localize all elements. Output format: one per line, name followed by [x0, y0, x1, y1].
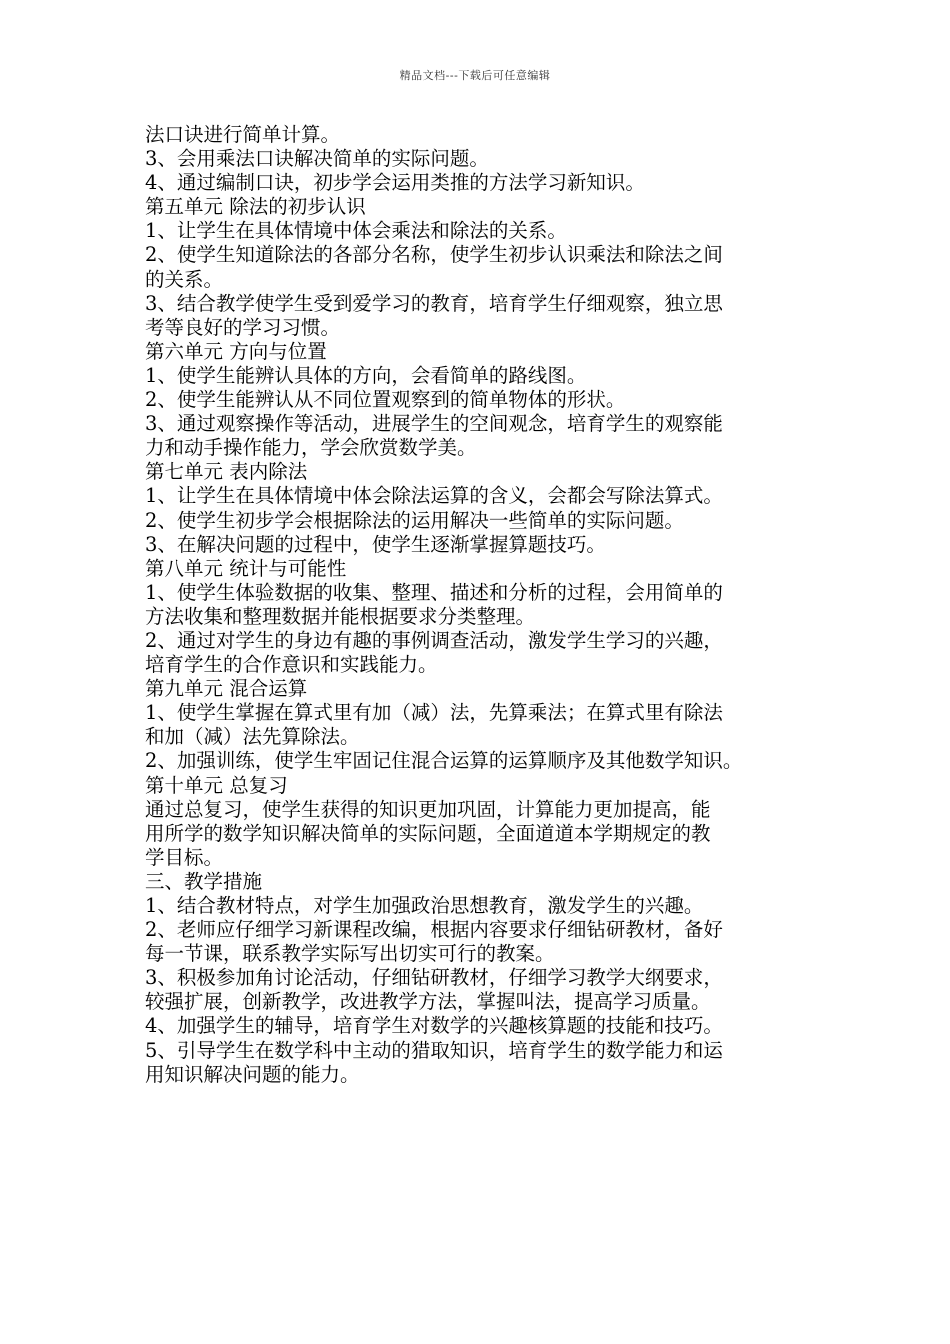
text-line: 2、通过对学生的身边有趣的事例调查活动，激发学生学习的兴趣， — [145, 628, 723, 652]
section-heading: 第八单元 统计与可能性 — [145, 556, 347, 580]
text-line: 3、会用乘法口诀解决简单的实际问题。 — [145, 147, 489, 171]
text-line: 2、使学生初步学会根据除法的运用解决一些简单的实际问题。 — [145, 508, 684, 532]
text-line: 学目标。 — [145, 845, 224, 869]
text-line: 用所学的数学知识解决简单的实际问题，全面道道本学期规定的教 — [145, 821, 711, 845]
page-header: 精品文档---下载后可任意编辑 — [399, 69, 551, 82]
document-body — [145, 123, 825, 1087]
text-line: 3、通过观察操作等活动，进展学生的空间观念，培育学生的观察能 — [145, 412, 723, 436]
text-line: 3、结合教学使学生受到爱学习的教育，培育学生仔细观察，独立思 — [145, 291, 723, 315]
text-line: 2、使学生能辨认从不同位置观察到的简单物体的形状。 — [145, 388, 626, 412]
text-line: 法口诀进行简单计算。 — [145, 123, 341, 146]
text-line: 每一节课，联系教学实际写出切实可行的教案。 — [145, 942, 555, 966]
text-line: 4、通过编制口诀，初步学会运用类推的方法学习新知识。 — [145, 171, 645, 195]
text-line: 2、使学生知道除法的各部分名称，使学生初步认识乘法和除法之间 — [145, 243, 723, 267]
section-heading: 三、教学措施 — [145, 869, 263, 893]
text-line: 培育学生的合作意识和实践能力。 — [145, 653, 438, 677]
text-line: 5、引导学生在数学科中主动的猎取知识，培育学生的数学能力和运 — [145, 1038, 723, 1062]
text-line: 的关系。 — [145, 267, 224, 291]
section-heading: 第六单元 方向与位置 — [145, 339, 327, 363]
text-line: 3、在解决问题的过程中，使学生逐渐掌握算题技巧。 — [145, 532, 606, 556]
text-line: 考等良好的学习习惯。 — [145, 315, 341, 339]
text-line: 通过总复习，使学生获得的知识更加巩固，计算能力更加提高，能 — [145, 797, 711, 821]
text-line: 和加（减）法先算除法。 — [145, 725, 360, 749]
section-heading: 第七单元 表内除法 — [145, 460, 308, 484]
text-line: 1、让学生在具体情境中体会除法运算的含义，会都会写除法算式。 — [145, 484, 723, 508]
text-line: 2、加强训练，使学生牢固记住混合运算的运算顺序及其他数学知识。 — [145, 749, 743, 773]
section-heading: 第十单元 总复习 — [145, 773, 288, 797]
section-heading: 第五单元 除法的初步认识 — [145, 195, 366, 219]
text-line: 力和动手操作能力，学会欣赏数学美。 — [145, 436, 477, 460]
text-line: 1、使学生掌握在算式里有加（减）法，先算乘法；在算式里有除法 — [145, 701, 723, 725]
text-line: 用知识解决问题的能力。 — [145, 1062, 360, 1086]
text-line: 1、让学生在具体情境中体会乘法和除法的关系。 — [145, 219, 567, 243]
text-line: 3、积极参加角讨论活动，仔细钻研教材，仔细学习教学大纲要求， — [145, 966, 723, 990]
section-heading: 第九单元 混合运算 — [145, 677, 308, 701]
text-line: 1、结合教材特点，对学生加强政治思想教育，激发学生的兴趣。 — [145, 894, 704, 917]
text-line: 1、使学生能辨认具体的方向，会看简单的路线图。 — [145, 363, 587, 387]
text-line: 2、老师应仔细学习新课程改编，根据内容要求仔细钻研教材，备好 — [145, 918, 723, 942]
text-line: 1、使学生体验数据的收集、整理、描述和分析的过程，会用简单的 — [145, 580, 723, 604]
text-line: 方法收集和整理数据并能根据要求分类整理。 — [145, 604, 536, 628]
text-line: 较强扩展，创新教学，改进教学方法，掌握叫法，提高学习质量。 — [145, 990, 711, 1014]
text-line: 4、加强学生的辅导，培育学生对数学的兴趣核算题的技能和技巧。 — [145, 1014, 723, 1038]
